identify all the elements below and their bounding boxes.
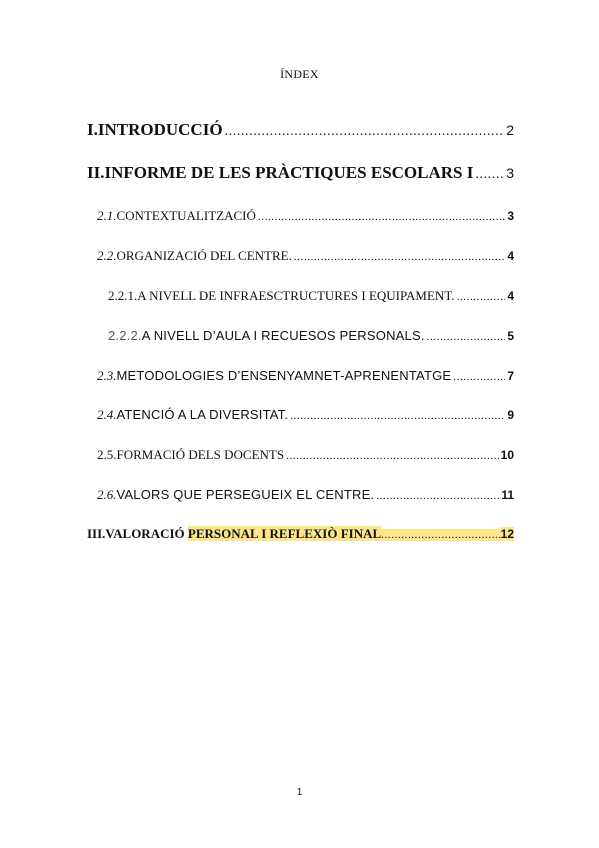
- toc-section-title: FORMACIÓ DELS DOCENTS: [116, 447, 285, 462]
- toc-leader: [453, 371, 505, 383]
- toc-leader: [290, 410, 505, 422]
- toc-leader-highlighted: [381, 529, 501, 541]
- toc-leader: [258, 211, 505, 223]
- toc-page-number: 4: [507, 249, 514, 263]
- toc-label: [87, 526, 381, 542]
- toc-leader: [225, 124, 505, 140]
- toc-leader: [427, 331, 506, 343]
- index-title: ÍNDEX: [280, 67, 319, 81]
- toc-label: [97, 248, 292, 264]
- toc-entry-informe[interactable]: [87, 163, 514, 183]
- toc-entry-organitzacio[interactable]: [97, 248, 514, 264]
- toc-page-number: 7: [507, 369, 514, 383]
- toc-label: [97, 368, 451, 384]
- toc-page-number: 9: [507, 408, 514, 422]
- toc-page-number: 11: [501, 488, 514, 502]
- toc-section-title: ATENCIÓ A LA DIVERSITAT.: [116, 407, 289, 422]
- toc-label: [97, 208, 256, 224]
- toc-leader: [294, 251, 505, 263]
- toc-section-title: ORGANIZACIÓ DEL CENTRE.: [116, 248, 292, 263]
- toc-leader: [475, 167, 504, 183]
- toc-entry-metodologies[interactable]: [97, 368, 514, 384]
- toc-section-title-plain: III.VALORACIÓ: [87, 526, 185, 541]
- toc-label: [97, 487, 374, 503]
- toc-section-title-highlighted: PERSONAL I REFLEXIÒ FINAL: [187, 526, 382, 541]
- toc-section-title: A NIVELL DE INFRAESCTRUCTURES I EQUIPAMENT.: [137, 288, 455, 303]
- toc-label: I.INTRODUCCIÓ: [87, 120, 223, 139]
- toc-section-title: CONTEXTUALITZACIÓ: [116, 208, 256, 223]
- toc-page-number: 3: [506, 165, 514, 181]
- toc-page-number: 3: [507, 209, 514, 223]
- toc-section-title: METODOLOGIES D’ENSENYAMNET-APRENENTATGE: [116, 368, 452, 383]
- toc-page-number: 12: [500, 527, 514, 541]
- toc-entry-infraestructures[interactable]: [108, 288, 514, 304]
- toc-entry-aula[interactable]: [108, 328, 514, 343]
- toc-page-number: 5: [507, 329, 514, 343]
- toc-entry-valoracio[interactable]: [87, 526, 514, 542]
- toc-section-number: 2.2.2.: [108, 328, 142, 343]
- toc-label: [97, 447, 284, 463]
- toc-leader: [376, 490, 499, 502]
- toc-label: [108, 288, 455, 304]
- toc-section-number: 2.2.1.: [108, 288, 138, 303]
- toc-page-number: 2: [506, 122, 514, 138]
- toc-entry-atencio[interactable]: [97, 407, 514, 423]
- page-number: 1: [296, 787, 303, 798]
- toc-entry-contextualitzacio[interactable]: [97, 208, 514, 224]
- toc-section-number: 2.1.: [97, 208, 117, 223]
- toc-section-number: 2.6.: [97, 487, 117, 502]
- toc-label: [97, 407, 288, 423]
- toc-section-number: 2.5.: [97, 447, 117, 462]
- toc-section-title: VALORS QUE PERSEGUEIX EL CENTRE.: [116, 487, 375, 502]
- toc-entry-valors[interactable]: [97, 487, 514, 503]
- toc-page-number: 10: [500, 448, 514, 462]
- toc-section-number: 2.4.: [97, 407, 117, 422]
- toc-page-number: 4: [507, 289, 514, 303]
- toc-entry-formacio[interactable]: [97, 447, 514, 463]
- toc-leader: [286, 450, 499, 462]
- toc-section-number: 2.2.: [97, 248, 117, 263]
- toc-section-number: 2.3.: [97, 368, 117, 383]
- toc-leader: [457, 291, 506, 303]
- toc-section-title: A NIVELL D’AULA I RECUESOS PERSONALS.: [141, 328, 425, 343]
- toc-label: [108, 328, 425, 343]
- toc-entry-introduccio[interactable]: [87, 120, 514, 140]
- toc-label: II.INFORME DE LES PRÀCTIQUES ESCOLARS I: [87, 163, 474, 182]
